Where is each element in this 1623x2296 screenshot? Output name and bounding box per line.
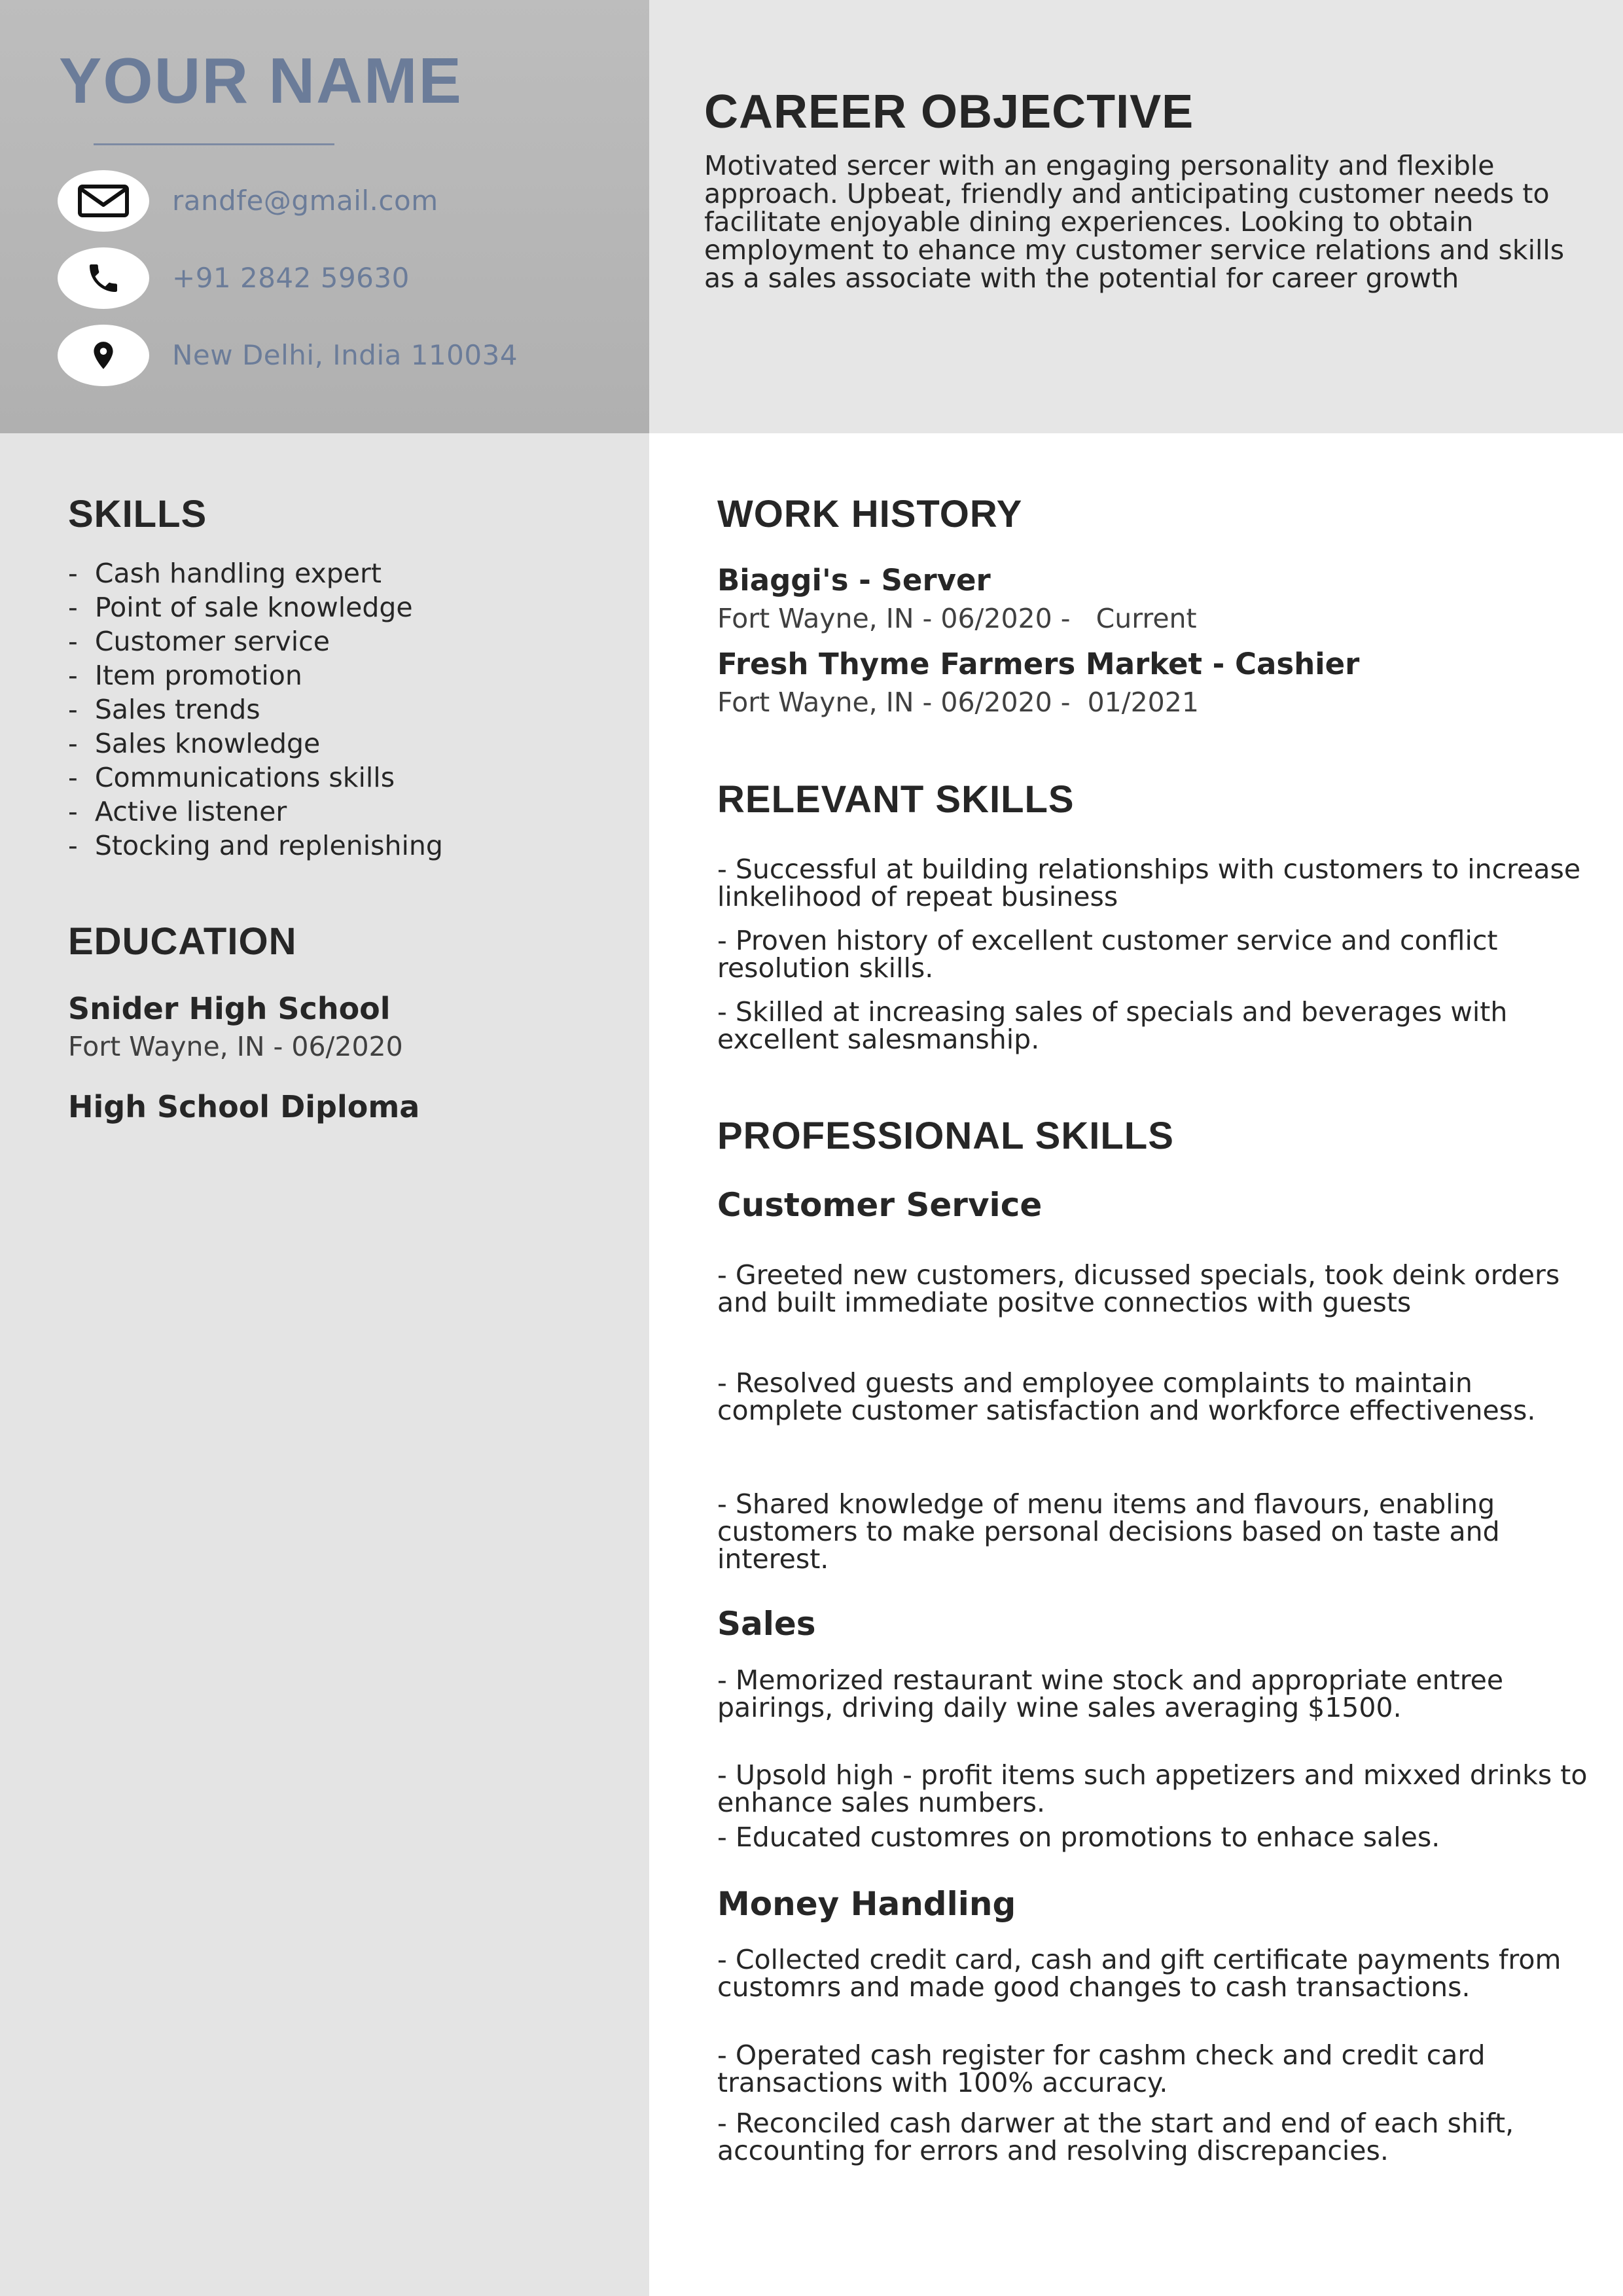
envelope-icon	[58, 170, 149, 232]
career-objective-text: Motivated sercer with an engaging personality and flexible approach. Upbeat, friendly and anticipating customer needs to facilitate enjoyable dining experiences. Looking to obtain employment to ehance my customer service relations and skills as a sales associate with the potential for career growth	[704, 150, 1565, 294]
money-handling-title: Money Handling	[717, 1885, 1016, 1923]
customer-service-item: - Greeted new customers, dicussed specials, took deink orders and built immediate positve connectios with guests	[717, 1259, 1560, 1318]
relevant-skill-item: - Proven history of excellent customer service and conflict resolution skills.	[717, 925, 1498, 984]
job-title: Biaggi's - Server	[717, 563, 991, 598]
skill-item: - Stocking and replenishing	[68, 829, 443, 863]
education-school: Snider High School	[68, 991, 391, 1026]
money-handling-item: - Reconciled cash darwer at the start and end of each shift, accounting for errors and resolving discrepancies.	[717, 2108, 1514, 2166]
professional-skills-title: PROFESSIONAL SKILLS	[717, 1115, 1174, 1157]
money-handling-item: - Operated cash register for cashm check and credit card transactions with 100% accuracy.	[717, 2039, 1486, 2098]
skill-item: - Customer service	[68, 624, 443, 658]
education-title: EDUCATION	[68, 920, 297, 963]
work-history-title: WORK HISTORY	[717, 493, 1023, 535]
contact-location: New Delhi, India 110034	[172, 339, 518, 371]
skill-item: - Active listener	[68, 795, 443, 829]
job-title: Fresh Thyme Farmers Market - Cashier	[717, 647, 1360, 681]
customer-service-item: - Resolved guests and employee complaints to maintain complete customer satisfaction and workforce effectiveness.	[717, 1367, 1536, 1426]
sales-item: - Memorized restaurant wine stock and appropriate entree pairings, driving daily wine sales averaging $1500.	[717, 1664, 1504, 1723]
career-objective-title: CAREER OBJECTIVE	[704, 86, 1194, 138]
contact-email[interactable]: randfe@gmail.com	[172, 185, 438, 217]
skill-item: - Sales trends	[68, 692, 443, 726]
relevant-skills-title: RELEVANT SKILLS	[717, 778, 1075, 821]
skill-item: - Communications skills	[68, 761, 443, 795]
skills-list	[68, 556, 443, 863]
job-detail: Fort Wayne, IN - 06/2020 - Current	[717, 603, 1197, 634]
sales-item: - Upsold high - profit items such appetizers and mixxed drinks to enhance sales numbers.	[717, 1759, 1588, 1818]
sales-title: Sales	[717, 1605, 816, 1643]
sales-item: - Educated customres on promotions to enhace sales.	[717, 1821, 1440, 1853]
skills-title: SKILLS	[68, 493, 207, 535]
skill-item: - Point of sale knowledge	[68, 590, 443, 624]
customer-service-item: - Shared knowledge of menu items and flavours, enabling customers to make personal decisions based on taste and interest.	[717, 1488, 1500, 1575]
money-handling-item: - Collected credit card, cash and gift certificate payments from customrs and made good changes to cash transactions.	[717, 1944, 1561, 2003]
relevant-skill-item: - Skilled at increasing sales of specials and beverages with excellent salesmanship.	[717, 996, 1508, 1055]
customer-service-title: Customer Service	[717, 1186, 1043, 1224]
phone-icon	[58, 247, 149, 309]
name-divider	[94, 143, 334, 145]
contact-phone[interactable]: +91 2842 59630	[172, 262, 410, 294]
resume-name: YOUR NAME	[59, 45, 463, 117]
skill-item: - Item promotion	[68, 658, 443, 692]
education-degree: High School Diploma	[68, 1089, 420, 1124]
relevant-skill-item: - Successful at building relationships with customers to increase linkelihood of repeat business	[717, 853, 1581, 912]
education-detail: Fort Wayne, IN - 06/2020	[68, 1031, 403, 1062]
location-pin-icon	[58, 325, 149, 386]
job-detail: Fort Wayne, IN - 06/2020 - 01/2021	[717, 687, 1199, 718]
skill-item: - Cash handling expert	[68, 556, 443, 590]
skill-item: - Sales knowledge	[68, 726, 443, 761]
